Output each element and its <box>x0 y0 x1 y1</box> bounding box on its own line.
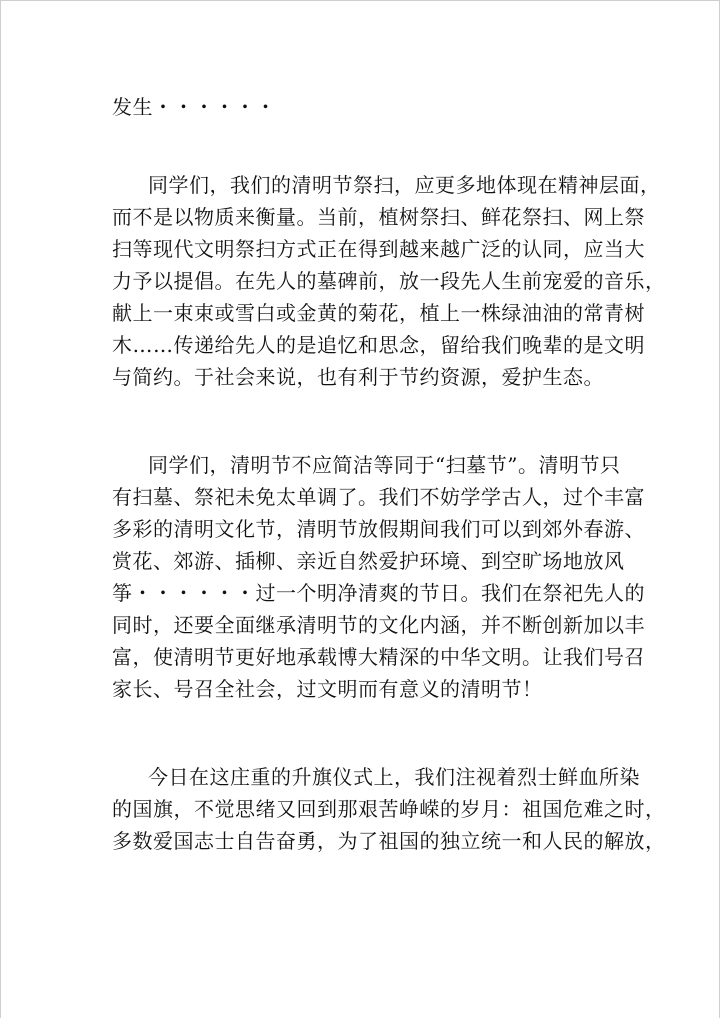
text-line: 赏花、郊游、插柳、亲近自然爱护环境、到空旷场地放风 <box>112 549 625 573</box>
text-line: 筝・・・・・・过一个明净清爽的节日。我们在祭祀先人的 <box>112 581 645 605</box>
text-line: 的国旗，不觉思绪又回到那艰苦峥嵘的岁月：祖国危难之时， <box>112 797 666 821</box>
text-line: 同学们，我们的清明节祭扫，应更多地体现在精神层面， <box>148 173 661 197</box>
text-line: 力予以提倡。在先人的墓碑前，放一段先人生前宠爱的音乐， <box>112 269 666 293</box>
text-line: 扫等现代文明祭扫方式正在得到越来越广泛的认同，应当大 <box>112 237 645 261</box>
text-line: 多数爱国志士自告奋勇，为了祖国的独立统一和人民的解放， <box>112 829 666 853</box>
text-line: 木……传递给先人的是追忆和思念，留给我们晚辈的是文明 <box>112 333 645 357</box>
page-border-top <box>0 0 720 1</box>
text-line: 同时，还要全面继承清明节的文化内涵，并不断创新加以丰 <box>112 613 645 637</box>
text-line: 富，使清明节更好地承载博大精深的中华文明。让我们号召 <box>112 645 645 669</box>
text-line: 献上一束束或雪白或金黄的菊花，植上一株绿油油的常青树 <box>112 301 645 325</box>
text-line: 有扫墓、祭祀未免太单调了。我们不妨学学古人，过个丰富 <box>112 485 645 509</box>
text-line: 与简约。于社会来说，也有利于节约资源，爱护生态。 <box>112 365 604 389</box>
text-line: 发生・・・・・・ <box>112 95 276 119</box>
text-line: 而不是以物质来衡量。当前，植树祭扫、鲜花祭扫、网上祭 <box>112 205 645 229</box>
text-line: 同学们，清明节不应简洁等同于“扫墓节”。清明节只 <box>148 453 621 477</box>
text-line: 多彩的清明文化节，清明节放假期间我们可以到郊外春游、 <box>112 517 645 541</box>
page-border-left <box>0 0 1 1018</box>
text-line: 家长、号召全社会，过文明而有意义的清明节！ <box>112 677 543 701</box>
text-line: 今日在这庄重的升旗仪式上，我们注视着烈士鲜血所染 <box>148 765 640 789</box>
